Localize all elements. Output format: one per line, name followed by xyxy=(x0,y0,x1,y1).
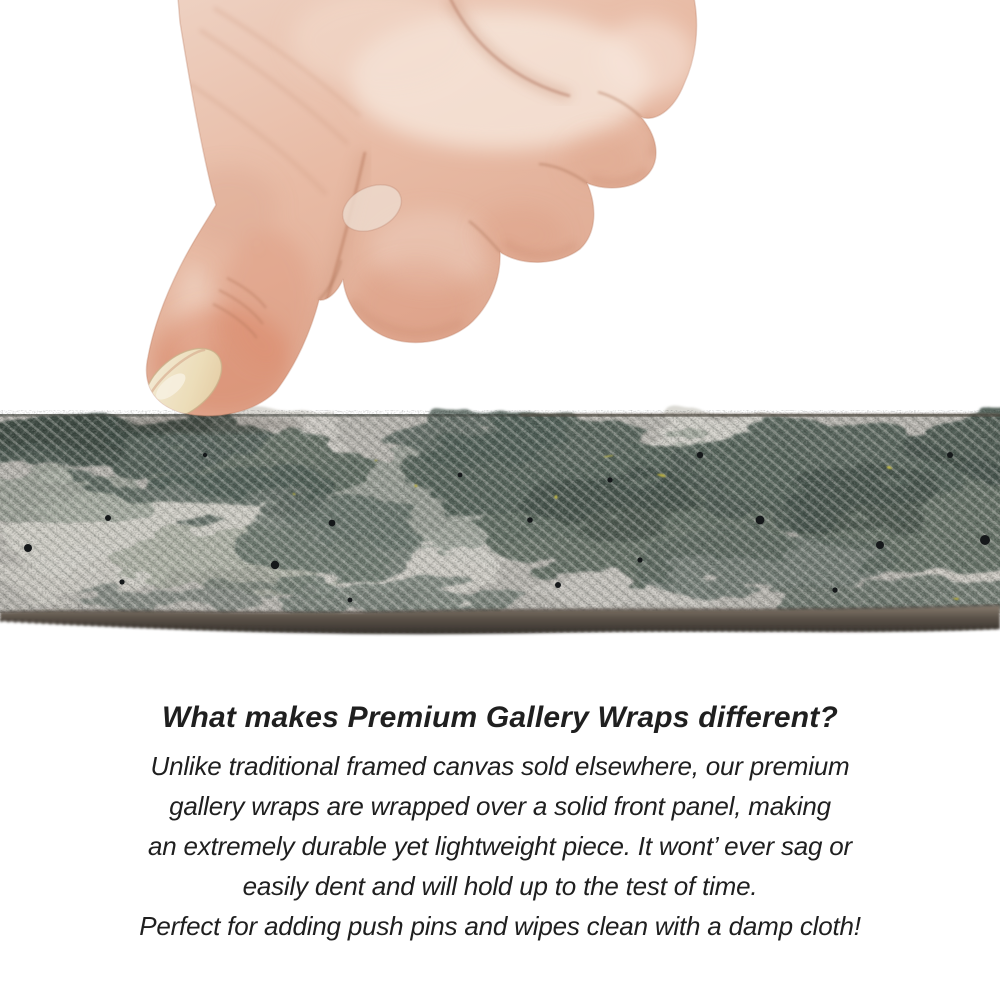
info-line: Unlike traditional framed canvas sold elsewhere, our premium xyxy=(150,751,850,781)
info-line: an extremely durable yet lightweight piece. It wont’ ever sag or xyxy=(147,831,853,861)
info-line: Perfect for adding push pins and wipes clean with a damp cloth! xyxy=(139,911,861,941)
info-text xyxy=(0,697,1000,946)
canvas-top-edge-right xyxy=(520,413,1000,416)
canvas-grain-dark xyxy=(0,414,1000,613)
thumb-contact-shadow xyxy=(115,415,305,433)
hand-pressing-canvas xyxy=(131,0,696,434)
canvas-strip xyxy=(0,412,1000,634)
info-heading: What makes Premium Gallery Wraps different? xyxy=(161,701,839,734)
info-line: gallery wraps are wrapped over a solid front panel, making xyxy=(169,791,831,821)
info-line: easily dent and will hold up to the test of time. xyxy=(242,871,758,901)
